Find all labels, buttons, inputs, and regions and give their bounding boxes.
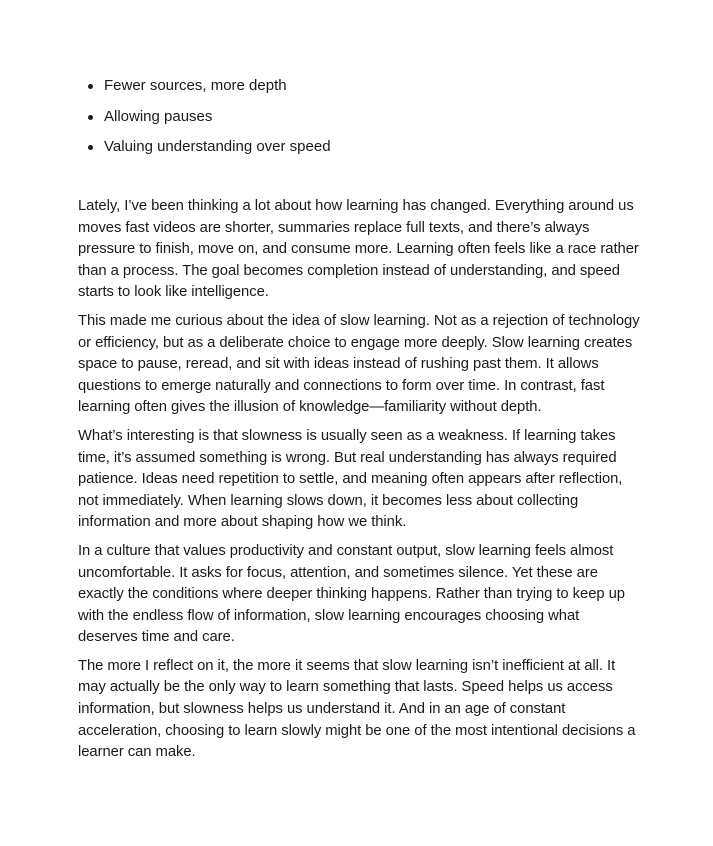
- bullet-item: [78, 136, 678, 157]
- bullet-icon: [88, 115, 93, 120]
- paragraph: In a culture that values productivity and constant output, slow learning feels almost uncomfortable. It asks for focus, attention, and sometimes silence. Yet these are exactly the conditions where deeper thinking happens. Rather than trying to keep up with the endless flow of information, slow learning encourages choosing what deserves time and care.: [78, 542, 625, 646]
- bullet-icon: [88, 145, 93, 150]
- paragraph: The more I reflect on it, the more it seems that slow learning isn’t inefficient at all. It may actually be the only way to learn something that lasts. Speed helps us access information, but slowness helps us understand it. And in an age of constant acceleration, choosing to learn slowly might be one of the most intentional decisions a learner can make.: [78, 657, 636, 761]
- paragraph: Lately, I’ve been thinking a lot about how learning has changed. Everything around us moves fast videos are shorter, summaries replace full texts, and there’s always pressure to finish, move on, and consume more. Learning often feels like a race rather than a process. The goal becomes completion instead of understanding, and speed starts to look like intelligence.: [78, 198, 639, 301]
- paragraph: This made me curious about the idea of slow learning. Not as a rejection of technology or efficiency, but as a deliberate choice to engage more deeply. Slow learning creates space to pause, reread, and sit with ideas instead of rushing past them. It allows questions to emerge naturally and connections to form over time. In contrast, fast learning often gives the illusion of knowledge—familiarity without depth.: [78, 312, 640, 416]
- bullet-text: Fewer sources, more depth: [104, 77, 287, 94]
- article-body: [78, 196, 641, 771]
- bullet-text: Valuing understanding over speed: [104, 138, 331, 155]
- bullet-item: [78, 106, 678, 127]
- bullet-text: Allowing pauses: [104, 107, 213, 125]
- paragraph: What’s interesting is that slowness is usually seen as a weakness. If learning takes time, it’s assumed something is wrong. But real understanding has always required patience. Ideas need repetition to settle, and meaning often appears after reflection, not immediately. When learning slows down, it becomes less about collecting information and more about shaping how we think.: [78, 427, 623, 531]
- bullet-item: [78, 75, 678, 96]
- bullet-icon: [88, 84, 93, 89]
- bullet-list: [78, 75, 678, 167]
